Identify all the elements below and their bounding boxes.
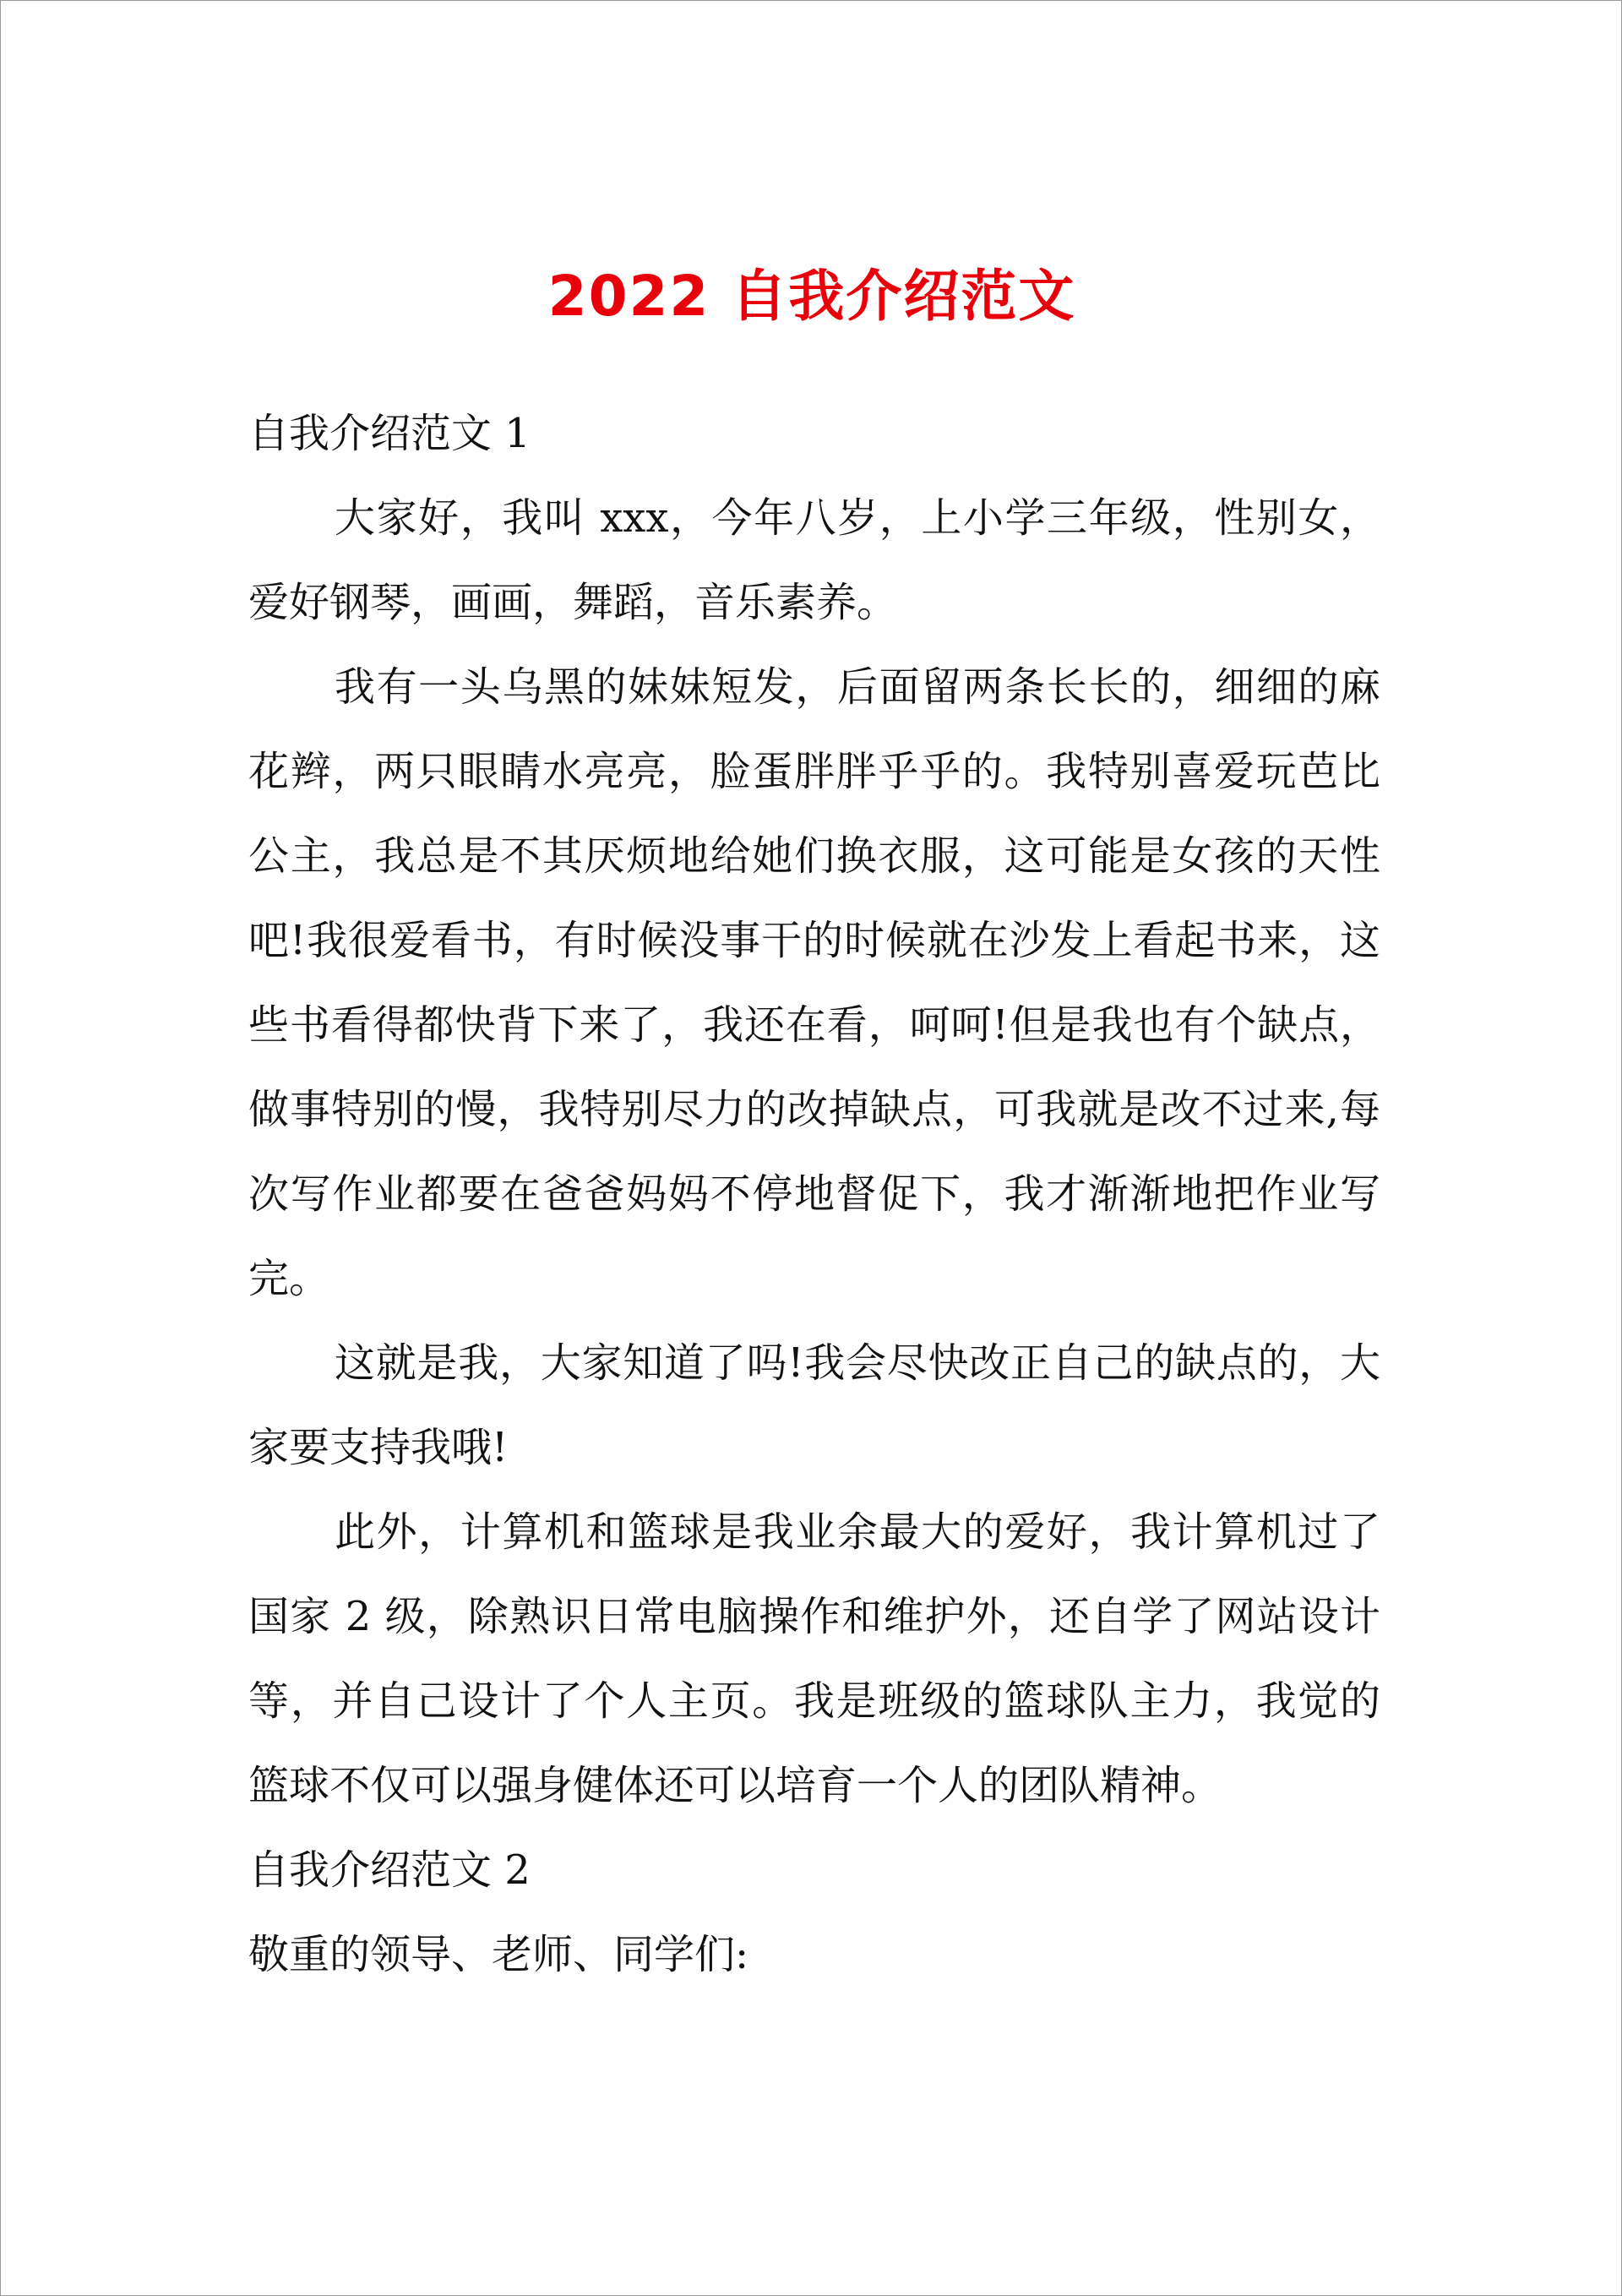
paragraph-appearance: 我有一头乌黑的妹妹短发，后面留两条长长的，细细的麻花辫，两只眼睛水亮亮，脸蛋胖胖乎乎的。我特别喜爱玩芭比公主，我总是不其厌烦地给她们换衣服，这可能是女孩的天性吧!我很爱看书，有时候没事干的时候就在沙发上看起书来，这些书看得都快背下来了，我还在看，呵呵!但是我也有个缺点，做事特别的慢，我特别尽力的改掉缺点，可我就是改不过来,每次写作业都要在爸爸妈妈不停地督促下，我才渐渐地把作业写完。 [248,663,1380,1302]
salutation: 敬重的领导、老师、同学们: [248,1931,749,1978]
section-heading-2: 自我介绍范文 2 [248,1846,531,1894]
paragraph-introduction: 大家好，我叫 xxx，今年八岁，上小学三年级，性别女，爱好钢琴，画画，舞蹈，音乐素养。 [248,494,1380,626]
section-heading-1: 自我介绍范文 1 [248,410,531,457]
document-body [248,391,1380,1997]
document-title: 2022 自我介绍范文 [547,264,1076,329]
paragraph-closing: 这就是我，大家知道了吗!我会尽快改正自己的缺点的，大家要支持我哦! [248,1339,1380,1471]
paragraph-hobbies: 此外，计算机和篮球是我业余最大的爱好，我计算机过了国家 2 级，除熟识日常电脑操作和维护外，还自学了网站设计等，并自己设计了个人主页。我是班级的篮球队主力，我觉的篮球不仅可以强身健体还可以培育一个人的团队精神。 [248,1508,1380,1809]
